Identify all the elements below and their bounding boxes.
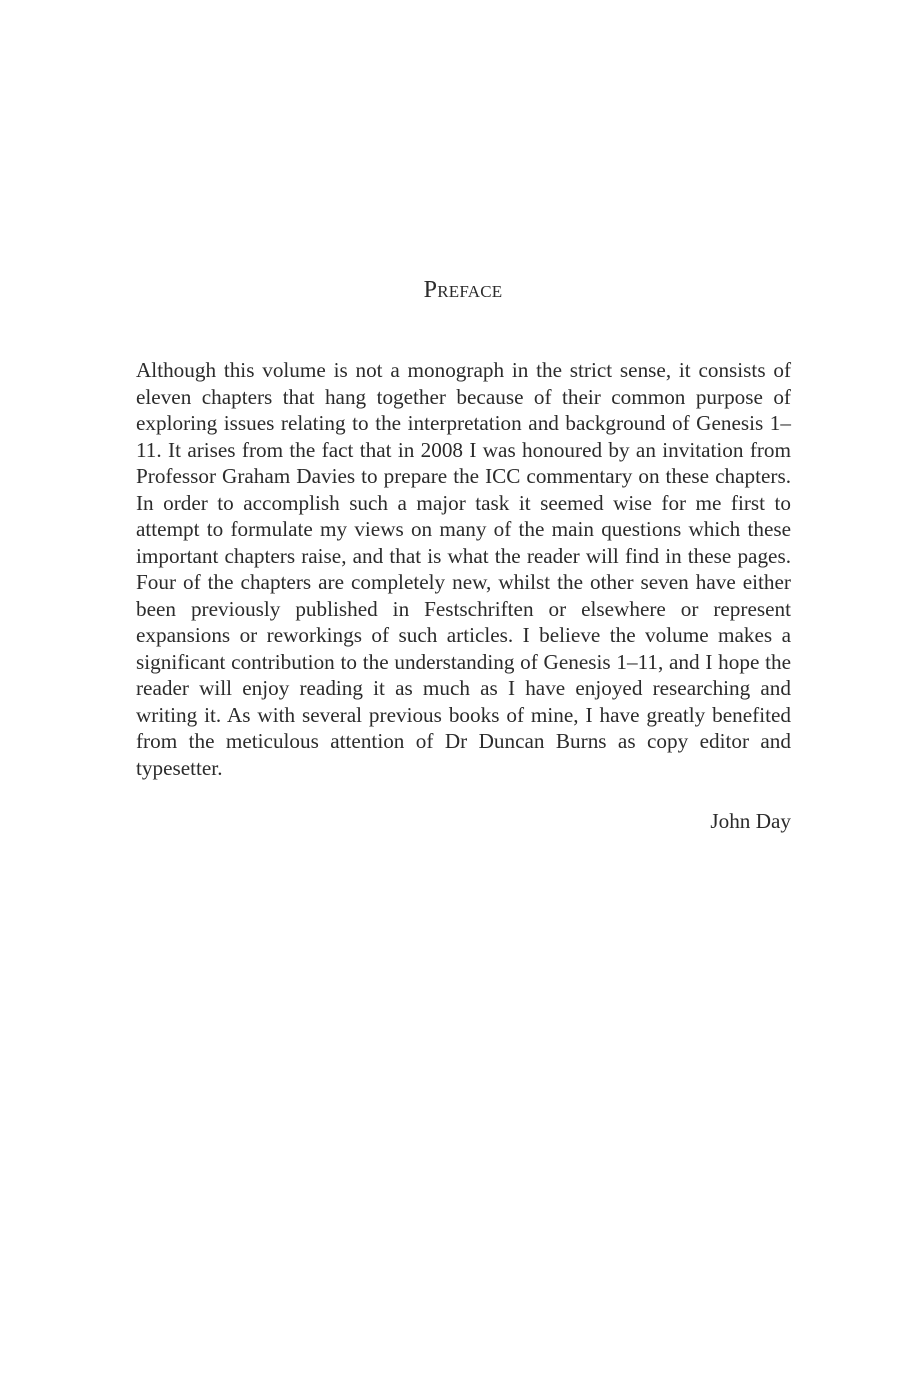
- preface-paragraph: Although this volume is not a monograph in the strict sense, it consists of eleven chapters that hang together because of their common purpose of exploring issues relating to the interpretation and background of Genesis 1–11. It arises from the fact that in 2008 I was honoured by an invitation from Professor Graham Davies to prepare the ICC commentary on these chapters. In order to accomplish such a major task it seemed wise for me first to attempt to formulate my views on many of the main questions which these important chapters raise, and that is what the reader will find in these pages. Four of the chapters are completely new, whilst the other seven have either been previously published in Festschriften or elsewhere or represent expansions or reworkings of such articles. I believe the volume makes a significant contribution to the understanding of Genesis 1–11, and I hope the reader will enjoy reading it as much as I have enjoyed researching and writing it. As with several previous books of mine, I have greatly benefited from the meticulous attention of Dr Duncan Burns as copy editor and typesetter.: [136, 358, 791, 780]
- author-signature: John Day: [710, 809, 791, 833]
- page-title: Preface: [423, 277, 503, 303]
